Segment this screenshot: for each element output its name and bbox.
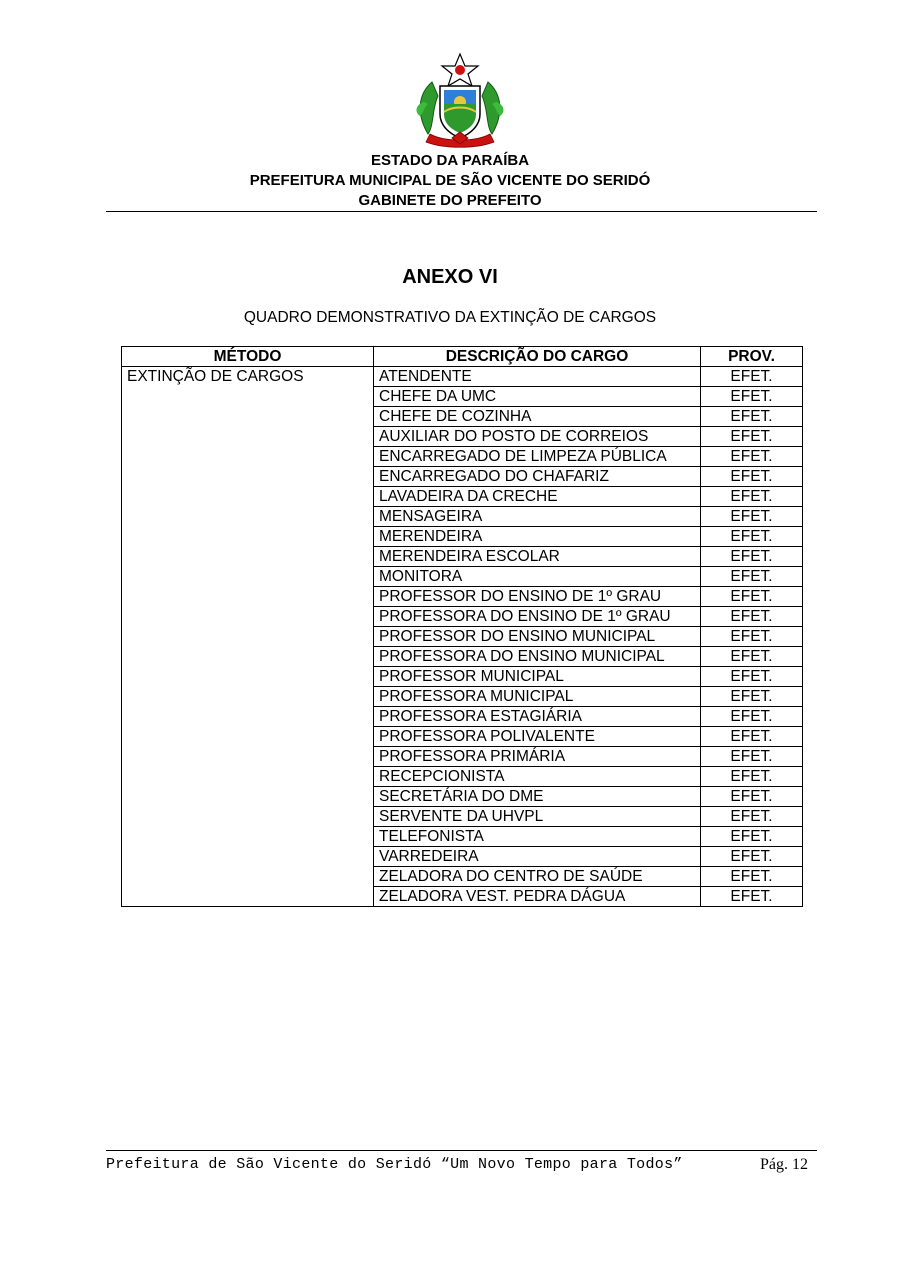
- position-description: PROFESSORA POLIVALENTE: [374, 727, 701, 747]
- position-description: LAVADEIRA DA CRECHE: [374, 487, 701, 507]
- position-description: PROFESSOR DO ENSINO MUNICIPAL: [374, 627, 701, 647]
- position-description: MERENDEIRA: [374, 527, 701, 547]
- position-description: ENCARREGADO DO CHAFARIZ: [374, 467, 701, 487]
- position-description: ZELADORA DO CENTRO DE SAÚDE: [374, 867, 701, 887]
- position-description: MERENDEIRA ESCOLAR: [374, 547, 701, 567]
- position-provision: EFET.: [701, 747, 803, 767]
- position-provision: EFET.: [701, 407, 803, 427]
- position-provision: EFET.: [701, 547, 803, 567]
- header-divider: [106, 211, 817, 212]
- position-description: CHEFE DA UMC: [374, 387, 701, 407]
- position-provision: EFET.: [701, 487, 803, 507]
- position-provision: EFET.: [701, 687, 803, 707]
- position-provision: EFET.: [701, 387, 803, 407]
- header-state: ESTADO DA PARAÍBA: [370, 152, 530, 169]
- position-provision: EFET.: [701, 787, 803, 807]
- header-prefecture: PREFEITURA MUNICIPAL DE SÃO VICENTE DO SERIDÓ: [249, 172, 651, 189]
- position-description: PROFESSORA DO ENSINO DE 1º GRAU: [374, 607, 701, 627]
- position-provision: EFET.: [701, 867, 803, 887]
- position-description: AUXILIAR DO POSTO DE CORREIOS: [374, 427, 701, 447]
- position-provision: EFET.: [701, 567, 803, 587]
- position-description: PROFESSORA ESTAGIÁRIA: [374, 707, 701, 727]
- footer-divider: [106, 1150, 817, 1151]
- annex-title: ANEXO VI: [402, 266, 498, 288]
- position-description: PROFESSORA PRIMÁRIA: [374, 747, 701, 767]
- method-cell: EXTINÇÃO DE CARGOS: [122, 367, 374, 907]
- header-office: GABINETE DO PREFEITO: [358, 192, 542, 209]
- table-header-row: [122, 347, 803, 367]
- position-provision: EFET.: [701, 707, 803, 727]
- position-description: PROFESSORA MUNICIPAL: [374, 687, 701, 707]
- state-coat-of-arms-icon: [410, 52, 510, 150]
- position-provision: EFET.: [701, 367, 803, 387]
- position-description: RECEPCIONISTA: [374, 767, 701, 787]
- position-description: SERVENTE DA UHVPL: [374, 807, 701, 827]
- position-provision: EFET.: [701, 627, 803, 647]
- letterhead: [0, 151, 900, 211]
- page-number: Pág. 12: [760, 1156, 808, 1173]
- position-description: PROFESSORA DO ENSINO MUNICIPAL: [374, 647, 701, 667]
- position-provision: EFET.: [701, 647, 803, 667]
- header-method: MÉTODO: [122, 347, 374, 367]
- position-provision: EFET.: [701, 727, 803, 747]
- table-body: [122, 367, 803, 907]
- annex-subtitle: QUADRO DEMONSTRATIVO DA EXTINÇÃO DE CARGOS: [243, 309, 657, 326]
- position-provision: EFET.: [701, 467, 803, 487]
- position-provision: EFET.: [701, 427, 803, 447]
- page-footer: [106, 1156, 806, 1178]
- position-description: SECRETÁRIA DO DME: [374, 787, 701, 807]
- header-description: DESCRIÇÃO DO CARGO: [374, 347, 701, 367]
- header-provision: PROV.: [701, 347, 803, 367]
- position-provision: EFET.: [701, 887, 803, 907]
- position-provision: EFET.: [701, 587, 803, 607]
- position-provision: EFET.: [701, 807, 803, 827]
- position-description: MONITORA: [374, 567, 701, 587]
- position-provision: EFET.: [701, 607, 803, 627]
- position-provision: EFET.: [701, 827, 803, 847]
- position-description: TELEFONISTA: [374, 827, 701, 847]
- position-description: PROFESSOR MUNICIPAL: [374, 667, 701, 687]
- position-provision: EFET.: [701, 847, 803, 867]
- position-description: CHEFE DE COZINHA: [374, 407, 701, 427]
- position-description: MENSAGEIRA: [374, 507, 701, 527]
- position-description: PROFESSOR DO ENSINO DE 1º GRAU: [374, 587, 701, 607]
- position-provision: EFET.: [701, 447, 803, 467]
- table-row: [122, 367, 803, 387]
- footer-motto: Prefeitura de São Vicente do Seridó “Um Novo Tempo para Todos”: [106, 1156, 683, 1173]
- position-description: ZELADORA VEST. PEDRA DÁGUA: [374, 887, 701, 907]
- position-description: ENCARREGADO DE LIMPEZA PÚBLICA: [374, 447, 701, 467]
- positions-table: [121, 346, 803, 907]
- position-provision: EFET.: [701, 527, 803, 547]
- position-description: ATENDENTE: [374, 367, 701, 387]
- position-description: VARREDEIRA: [374, 847, 701, 867]
- position-provision: EFET.: [701, 507, 803, 527]
- position-provision: EFET.: [701, 767, 803, 787]
- position-provision: EFET.: [701, 667, 803, 687]
